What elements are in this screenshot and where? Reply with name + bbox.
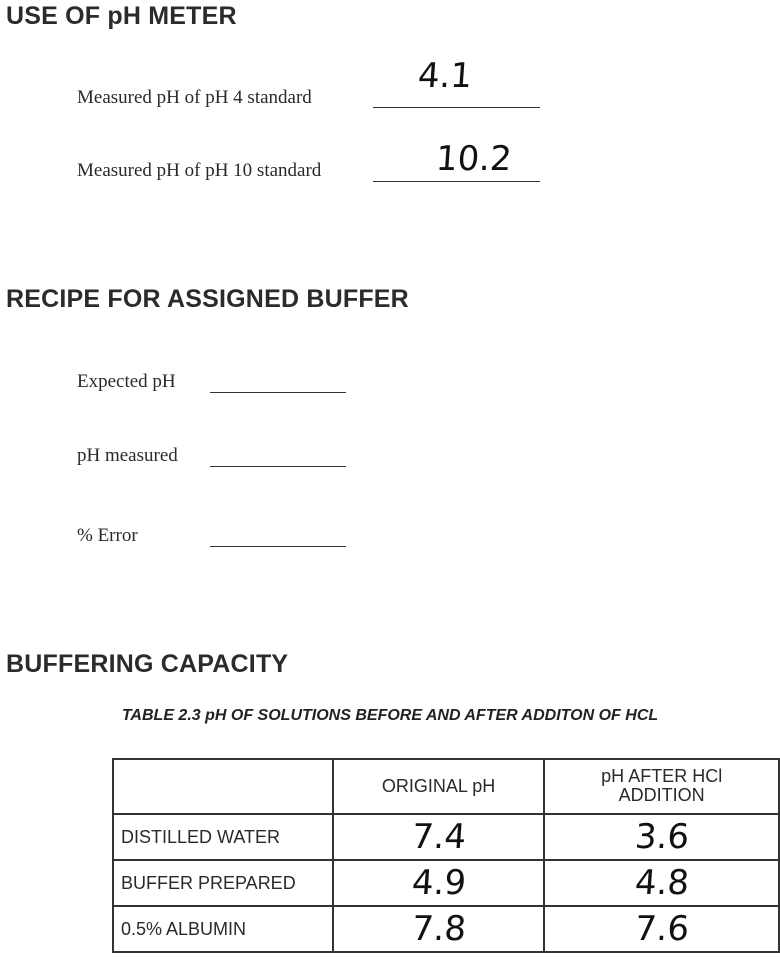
original-ph-value: 7.8	[410, 909, 467, 949]
table-caption: TABLE 2.3 pH OF SOLUTIONS BEFORE AND AFTER ADDITON OF HCL	[121, 707, 659, 724]
after-hcl-cell	[544, 860, 779, 906]
solution-cell: BUFFER PREPARED	[113, 860, 333, 906]
after-hcl-value: 4.8	[633, 863, 691, 903]
original-ph-value: 7.4	[410, 817, 467, 857]
ph4-standard-value: 4.1	[416, 56, 474, 96]
ph10-standard-line	[373, 181, 540, 182]
expected-ph-label: Expected pH	[77, 371, 176, 392]
original-ph-cell	[333, 906, 545, 952]
ph-measured-label: pH measured	[77, 445, 178, 466]
after-hcl-cell	[544, 906, 779, 952]
after-hcl-cell	[544, 814, 779, 860]
table-row	[113, 860, 779, 906]
ph10-standard-value: 10.2	[434, 139, 514, 179]
section-title-ph-meter: USE OF pH METER	[6, 2, 237, 30]
header-after-hcl-text: pH AFTER HCl ADDITION	[601, 766, 723, 805]
header-cell-after-hcl	[544, 759, 779, 814]
percent-error-label: % Error	[77, 525, 138, 546]
ph4-standard-line	[373, 107, 540, 108]
after-hcl-value: 3.6	[633, 817, 691, 857]
ph4-standard-label: Measured pH of pH 4 standard	[77, 87, 312, 108]
after-hcl-value: 7.6	[633, 909, 691, 949]
original-ph-value: 4.9	[410, 863, 467, 903]
percent-error-line	[210, 546, 346, 547]
original-ph-cell	[333, 860, 545, 906]
solution-cell: DISTILLED WATER	[113, 814, 333, 860]
ph-measured-line	[210, 466, 346, 467]
expected-ph-line	[210, 392, 346, 393]
original-ph-cell	[333, 814, 545, 860]
table-row	[113, 906, 779, 952]
table-row	[113, 814, 779, 860]
table-header-row	[113, 759, 779, 814]
buffering-capacity-table	[112, 758, 780, 953]
header-cell-solution	[113, 759, 333, 814]
ph10-standard-label: Measured pH of pH 10 standard	[77, 160, 322, 181]
solution-cell: 0.5% ALBUMIN	[113, 906, 333, 952]
header-cell-original-ph: ORIGINAL pH	[333, 759, 545, 814]
section-title-buffering-capacity: BUFFERING CAPACITY	[6, 650, 289, 678]
section-title-buffer-recipe: RECIPE FOR ASSIGNED BUFFER	[6, 285, 409, 313]
